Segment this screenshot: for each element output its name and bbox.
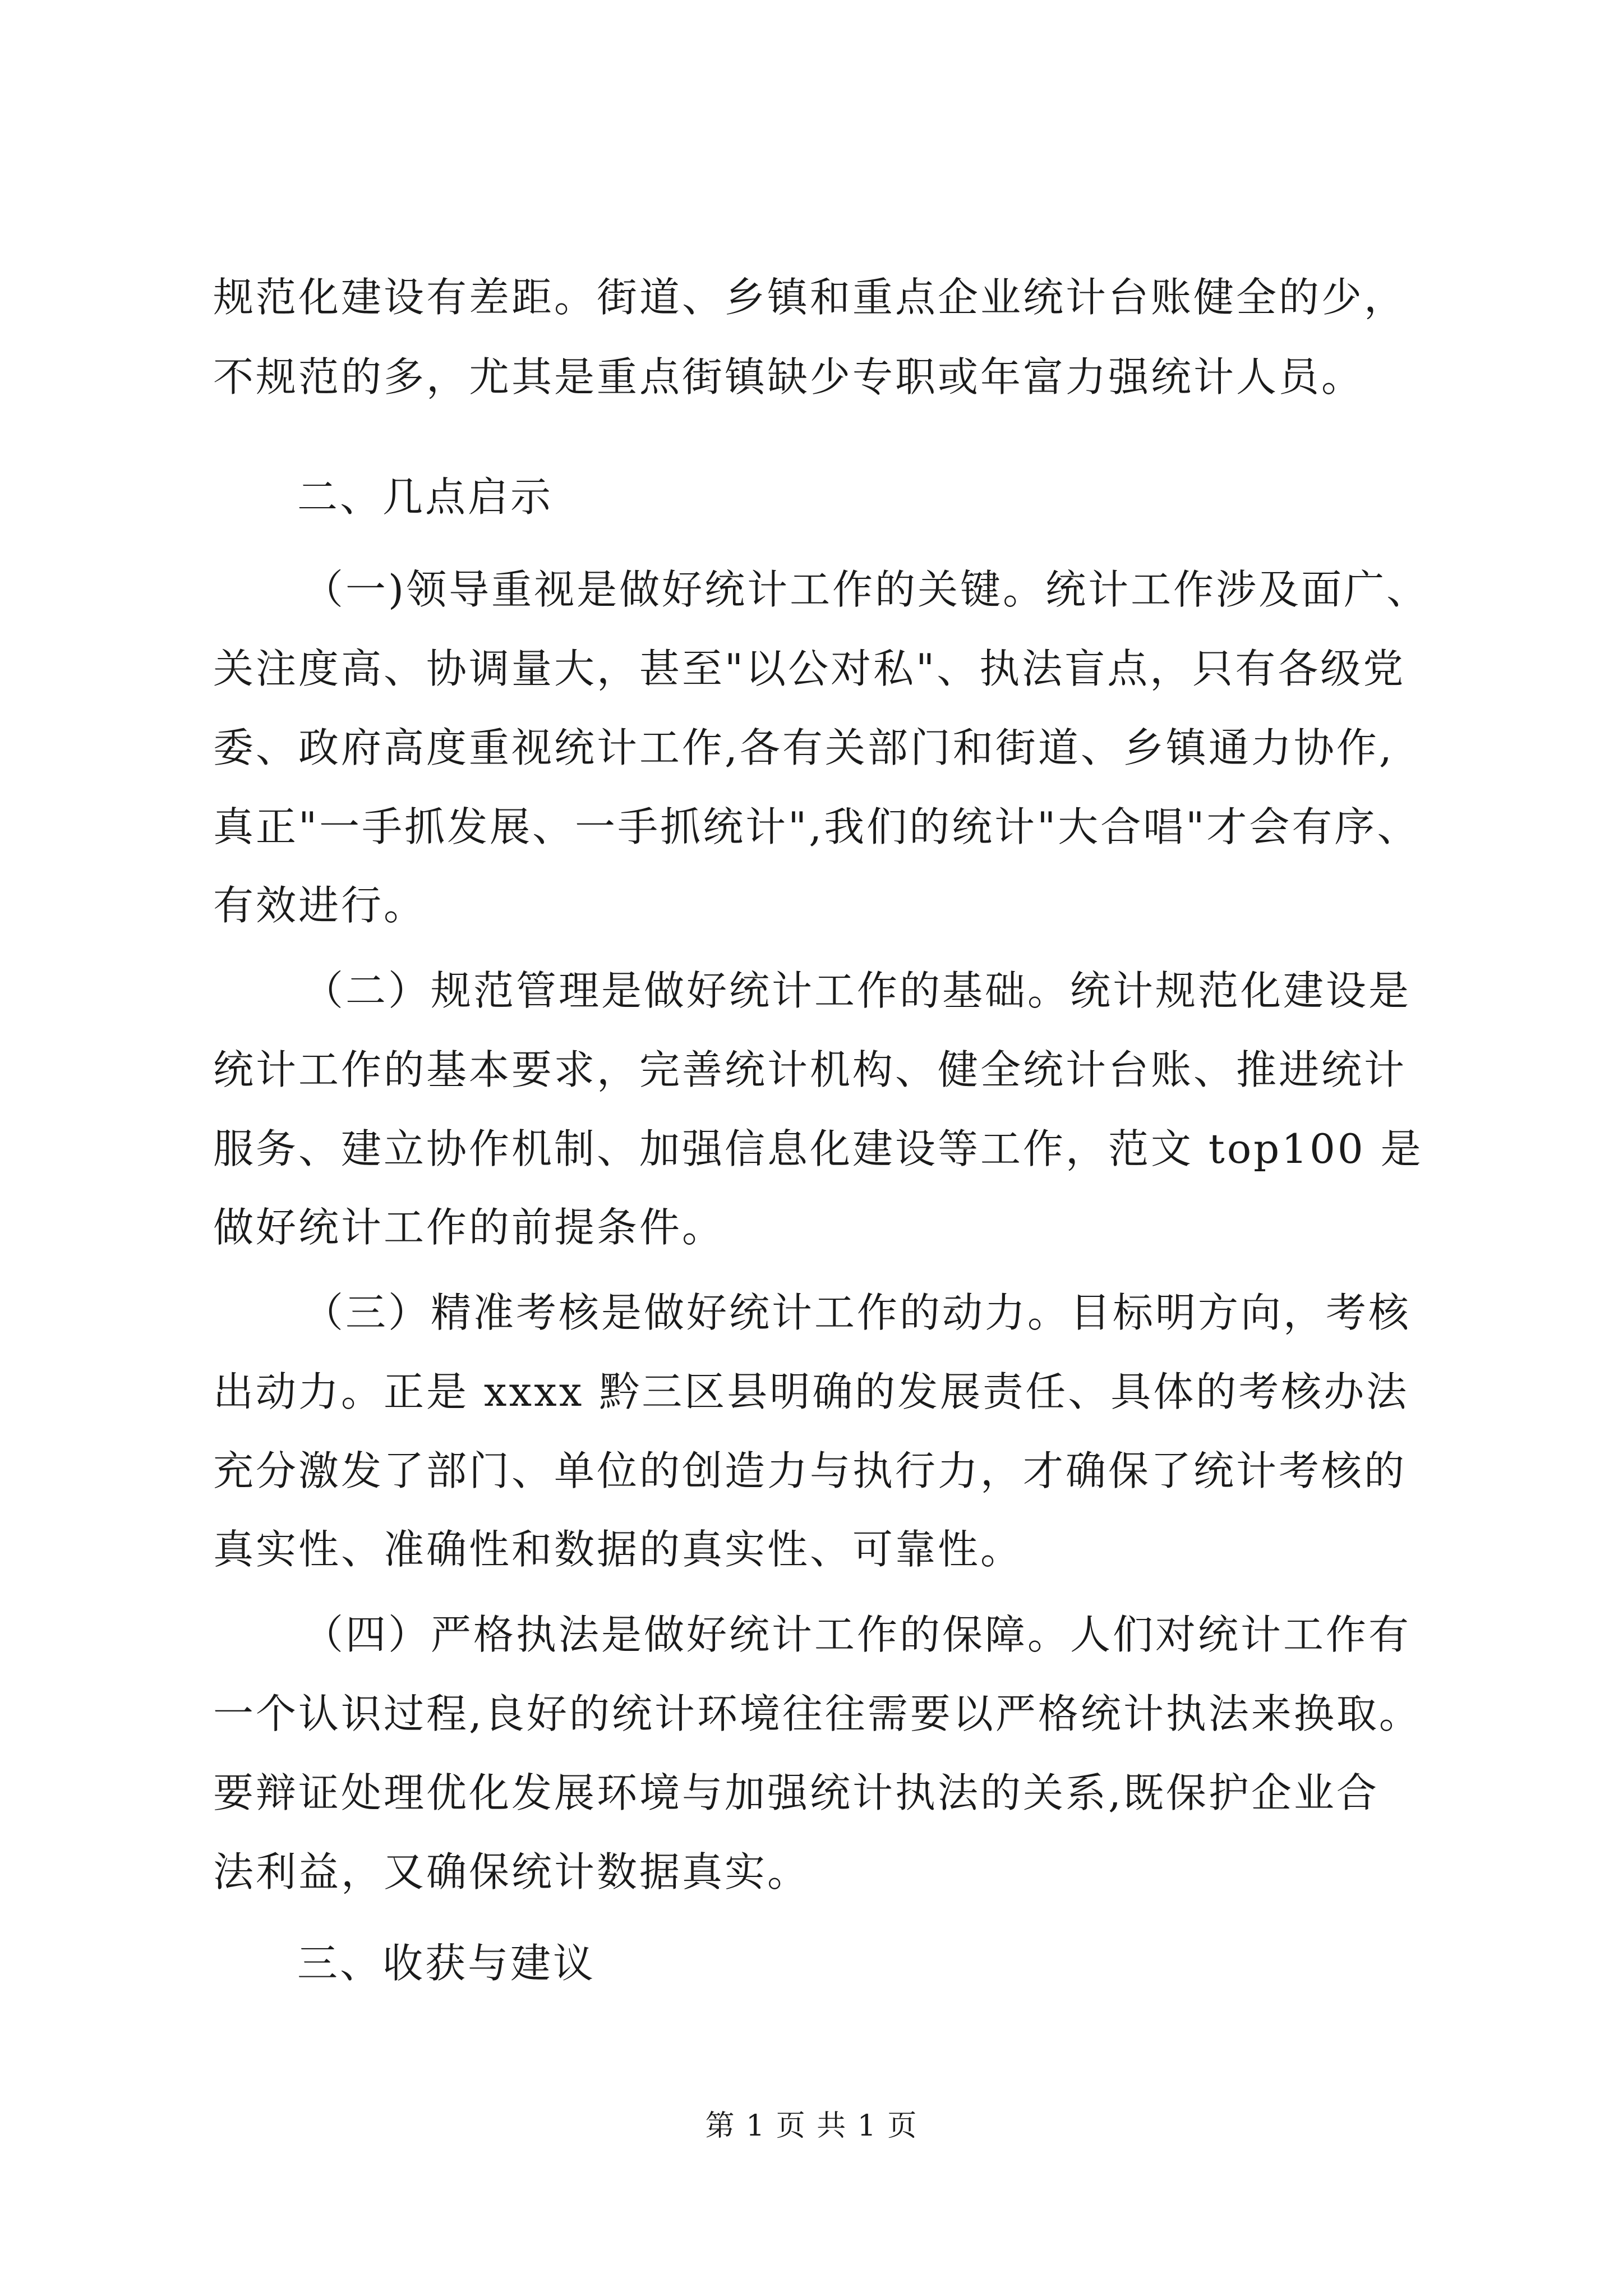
page-footer: 第 1 页 共 1 页	[705, 2109, 918, 2143]
text-line: 一个认识过程,良好的统计环境往往需要以严格统计执法来换取。	[213, 1690, 1422, 1737]
paragraph-line: （一)领导重视是做好统计工作的关键。统计工作涉及面广、	[303, 566, 1430, 613]
text-line: 服务、建立协作机制、加强信息化建设等工作，范文 top100 是	[213, 1125, 1423, 1172]
text-line: 出动力。正是 xxxx 黔三区县明确的发展责任、具体的考核办法	[213, 1368, 1409, 1415]
text-line: 有效进行。	[213, 882, 427, 929]
text-line: 委、政府高度重视统计工作,各有关部门和街道、乡镇通力协作,	[213, 724, 1394, 771]
text-line: 关注度高、协调量大，甚至"以公对私"、执法盲点，只有各级党	[213, 645, 1406, 692]
text-line: 做好统计工作的前提条件。	[213, 1204, 725, 1251]
text-line: 充分激发了部门、单位的创造力与执行力，才确保了统计考核的	[213, 1447, 1407, 1494]
text-line: 规范化建设有差距。街道、乡镇和重点企业统计台账健全的少，	[213, 274, 1407, 321]
text-line: 要辩证处理优化发展环境与加强统计执法的关系,既保护企业合	[213, 1769, 1379, 1816]
text-line: 真正"一手抓发展、一手抓统计",我们的统计"大合唱"才会有序、	[213, 803, 1420, 850]
section-heading: 二、几点启示	[297, 473, 554, 521]
section-heading: 三、收获与建议	[297, 1940, 596, 1987]
paragraph-line: （二）规范管理是做好统计工作的基础。统计规范化建设是	[303, 967, 1412, 1014]
text-line: 不规范的多，尤其是重点街镇缺少专职或年富力强统计人员。	[213, 353, 1364, 401]
text-line: 法利益，又确保统计数据真实。	[213, 1848, 810, 1895]
text-line: 统计工作的基本要求，完善统计机构、健全统计台账、推进统计	[213, 1046, 1407, 1093]
paragraph-line: （四）严格执法是做好统计工作的保障。人们对统计工作有	[303, 1611, 1412, 1658]
paragraph-line: （三）精准考核是做好统计工作的动力。目标明方向，考核	[303, 1289, 1412, 1336]
text-line: 真实性、准确性和数据的真实性、可靠性。	[213, 1526, 1023, 1573]
